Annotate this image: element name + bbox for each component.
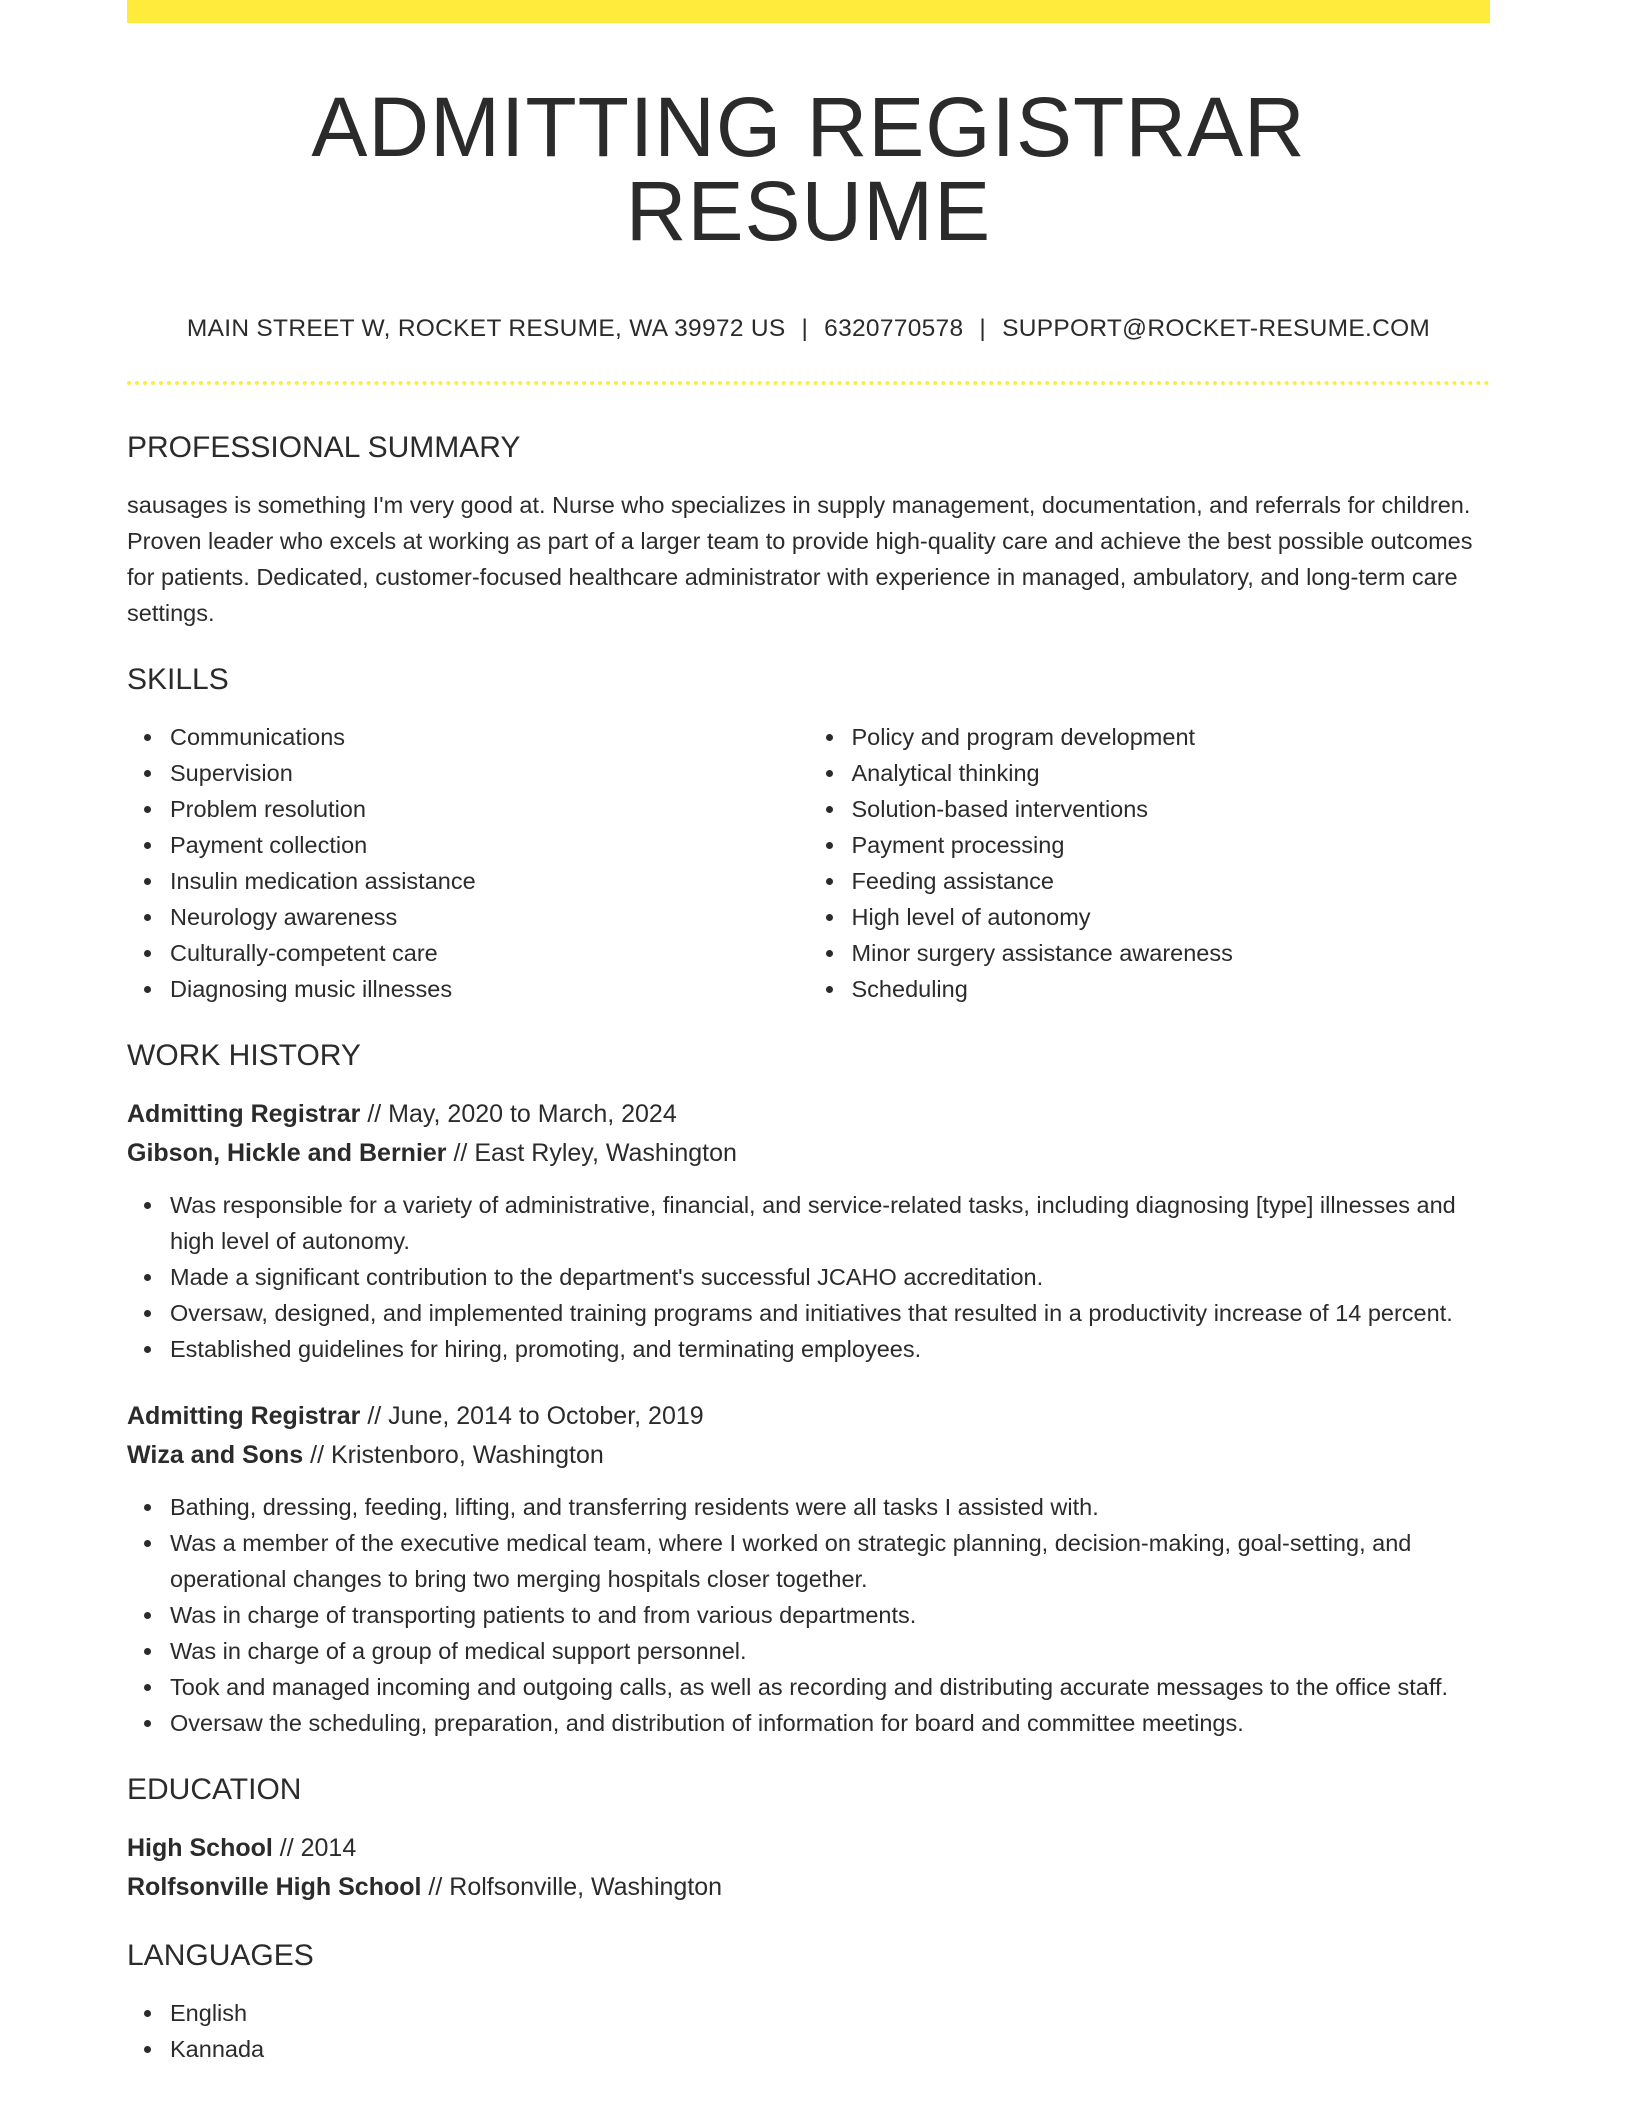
skill-item: Neurology awareness (170, 899, 809, 935)
job-bullet: Took and managed incoming and outgoing calls, as well as recording and distributing accurate messages to the office staff. (170, 1669, 1490, 1705)
education-heading: EDUCATION (127, 1773, 302, 1806)
job-bullet: Bathing, dressing, feeding, lifting, and transferring residents were all tasks I assisted with. (170, 1489, 1490, 1525)
header-divider (127, 381, 1490, 385)
skill-item: Policy and program development (852, 719, 1491, 755)
education-degree-line (127, 1829, 1490, 1868)
skill-item: Scheduling (852, 971, 1491, 1007)
contact-address: MAIN STREET W, ROCKET RESUME, WA 39972 US (186, 315, 786, 342)
education-year: // 2014 (279, 1834, 357, 1862)
job-role: Admitting Registrar (127, 1402, 361, 1430)
resume-page (127, 0, 1490, 2067)
skill-item: Culturally-competent care (170, 935, 809, 971)
job-company-line (127, 1436, 1490, 1475)
job-bullet: Was responsible for a variety of administrative, financial, and service-related tasks, including diagnosing [type] illnesses and high level of autonomy. (170, 1187, 1490, 1259)
job-title-line (127, 1095, 1490, 1134)
job-company: Wiza and Sons (127, 1441, 304, 1469)
education-entry (127, 1829, 1490, 1907)
job-company-line (127, 1134, 1490, 1173)
job-company: Gibson, Hickle and Bernier (127, 1139, 447, 1167)
education-school: Rolfsonville High School (127, 1873, 422, 1901)
job-entry (127, 1397, 1490, 1741)
skill-item: Communications (170, 719, 809, 755)
languages-list (127, 1995, 1490, 2067)
contact-line (127, 315, 1490, 343)
skill-item: Feeding assistance (852, 863, 1491, 899)
job-bullet: Was in charge of a group of medical support personnel. (170, 1633, 1490, 1669)
job-bullet: Was a member of the executive medical team, where I worked on strategic planning, decision-making, goal-setting, and operational changes to bring two merging hospitals closer together. (170, 1525, 1490, 1597)
job-bullet: Made a significant contribution to the department's successful JCAHO accreditation. (170, 1259, 1490, 1295)
skill-item: High level of autonomy (852, 899, 1491, 935)
skill-item: Supervision (170, 755, 809, 791)
job-bullet: Oversaw, designed, and implemented training programs and initiatives that resulted in a productivity increase of 14 percent. (170, 1295, 1490, 1331)
job-bullets (127, 1489, 1490, 1741)
skill-item: Problem resolution (170, 791, 809, 827)
skill-item: Payment processing (852, 827, 1491, 863)
job-location: // Kristenboro, Washington (310, 1441, 604, 1469)
skill-item: Solution-based interventions (852, 791, 1491, 827)
languages-heading: LANGUAGES (127, 1939, 314, 1972)
summary-text: sausages is something I'm very good at. Nurse who specializes in supply management, documentation, and referrals for children. Proven leader who excels at working as part of a larger team to provide high-quality care and achieve the best possible outcomes for patients. Dedicated, customer-focused healthcare administrator with experience in managed, ambulatory, and long-term care settings. (127, 492, 1473, 626)
skills-columns (127, 719, 1490, 1007)
contact-phone: 6320770578 (824, 315, 964, 342)
job-bullet: Oversaw the scheduling, preparation, and distribution of information for board and committee meetings. (170, 1705, 1490, 1741)
skill-item: Insulin medication assistance (170, 863, 809, 899)
summary-heading: PROFESSIONAL SUMMARY (127, 431, 521, 464)
skill-item: Minor surgery assistance awareness (852, 935, 1491, 971)
job-bullets (127, 1187, 1490, 1367)
skills-heading: SKILLS (127, 663, 229, 696)
job-dates: // May, 2020 to March, 2024 (367, 1100, 677, 1128)
education-location: // Rolfsonville, Washington (428, 1873, 723, 1901)
skill-item: Payment collection (170, 827, 809, 863)
education-school-line (127, 1868, 1490, 1907)
job-location: // East Ryley, Washington (453, 1139, 737, 1167)
language-item: English (170, 1995, 1490, 2031)
contact-separator: | (979, 315, 987, 342)
top-accent-bar (127, 0, 1490, 23)
contact-email: SUPPORT@ROCKET-RESUME.COM (1002, 315, 1431, 342)
job-bullet: Was in charge of transporting patients to and from various departments. (170, 1597, 1490, 1633)
job-title-line (127, 1397, 1490, 1436)
job-dates: // June, 2014 to October, 2019 (367, 1402, 704, 1430)
skill-item: Analytical thinking (852, 755, 1491, 791)
job-bullet: Established guidelines for hiring, promoting, and terminating employees. (170, 1331, 1490, 1367)
contact-separator: | (801, 315, 809, 342)
language-item: Kannada (170, 2031, 1490, 2067)
skills-list-left (127, 719, 809, 1007)
job-entry (127, 1095, 1490, 1367)
resume-title: ADMITTING REGISTRAR RESUME (311, 80, 1306, 258)
education-degree: High School (127, 1834, 273, 1862)
work-history-heading: WORK HISTORY (127, 1039, 361, 1072)
job-role: Admitting Registrar (127, 1100, 361, 1128)
skills-list-right (809, 719, 1491, 1007)
skill-item: Diagnosing music illnesses (170, 971, 809, 1007)
